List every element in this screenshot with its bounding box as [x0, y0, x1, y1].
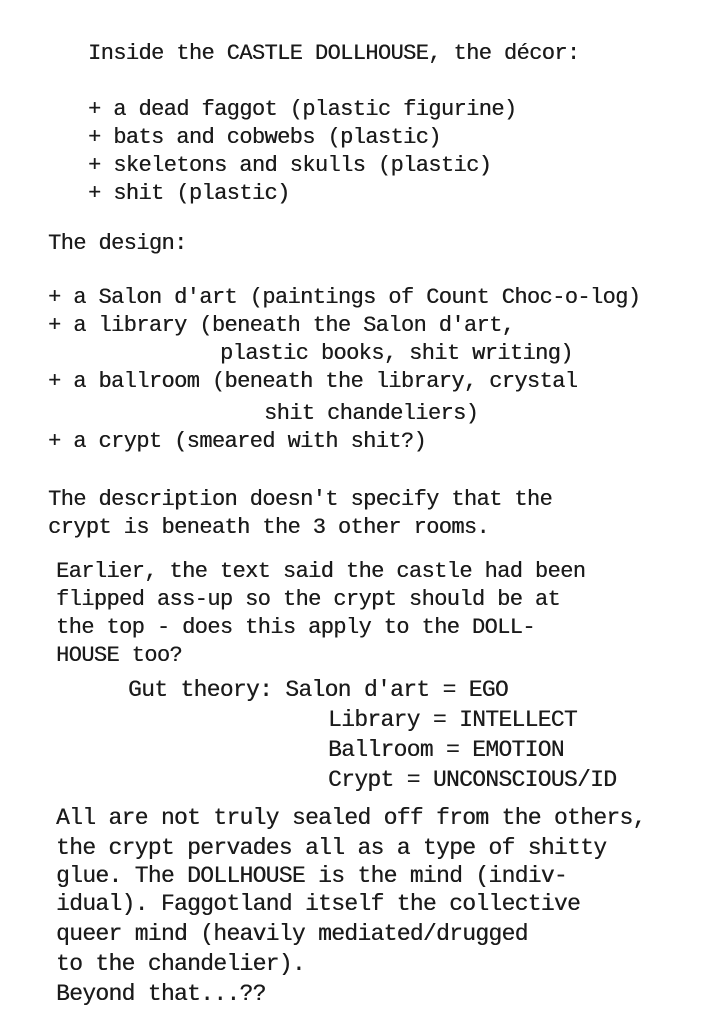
intro-line: Inside the CASTLE DOLLHOUSE, the décor: — [88, 41, 580, 66]
theory-line: Ballroom = EMOTION — [328, 737, 564, 763]
decor-item: + skeletons and skulls (plastic) — [88, 153, 492, 178]
paragraph-line: flipped ass-up so the crypt should be at — [56, 587, 561, 612]
paragraph-line: The description doesn't specify that the — [48, 487, 553, 512]
design-heading: The design: — [48, 231, 187, 256]
paragraph-line: idual). Faggotland itself the collective — [56, 891, 581, 917]
paragraph-line: HOUSE too? — [56, 643, 183, 668]
paragraph-line: crypt is beneath the 3 other rooms. — [48, 515, 490, 540]
paragraph-line: glue. The DOLLHOUSE is the mind (indiv- — [56, 863, 567, 889]
design-item-continuation: plastic books, shit writing) — [220, 341, 573, 366]
theory-line: Library = INTELLECT — [328, 707, 577, 733]
decor-item: + shit (plastic) — [88, 181, 290, 206]
design-item: + a library (beneath the Salon d'art, — [48, 313, 515, 338]
paragraph-line: Beyond that...?? — [56, 981, 266, 1007]
design-item: + a crypt (smeared with shit?) — [48, 429, 427, 454]
theory-line: Gut theory: Salon d'art = EGO — [128, 677, 508, 703]
paragraph-line: the top - does this apply to the DOLL- — [56, 615, 535, 640]
decor-item: + bats and cobwebs (plastic) — [88, 125, 441, 150]
paragraph-line: Earlier, the text said the castle had been — [56, 559, 586, 584]
paragraph-line: to the chandelier). — [56, 951, 305, 977]
paragraph-line: queer mind (heavily mediated/drugged — [56, 921, 528, 947]
decor-item: + a dead faggot (plastic figurine) — [88, 97, 517, 122]
theory-line: Crypt = UNCONSCIOUS/ID — [328, 767, 617, 793]
paragraph-line: the crypt pervades all as a type of shitty — [56, 835, 607, 861]
design-item: + a Salon d'art (paintings of Count Choc-o-log) — [48, 285, 641, 310]
design-item-continuation: shit chandeliers) — [264, 401, 479, 426]
paragraph-line: All are not truly sealed off from the others, — [56, 805, 646, 831]
design-item: + a ballroom (beneath the library, crystal — [48, 369, 578, 394]
